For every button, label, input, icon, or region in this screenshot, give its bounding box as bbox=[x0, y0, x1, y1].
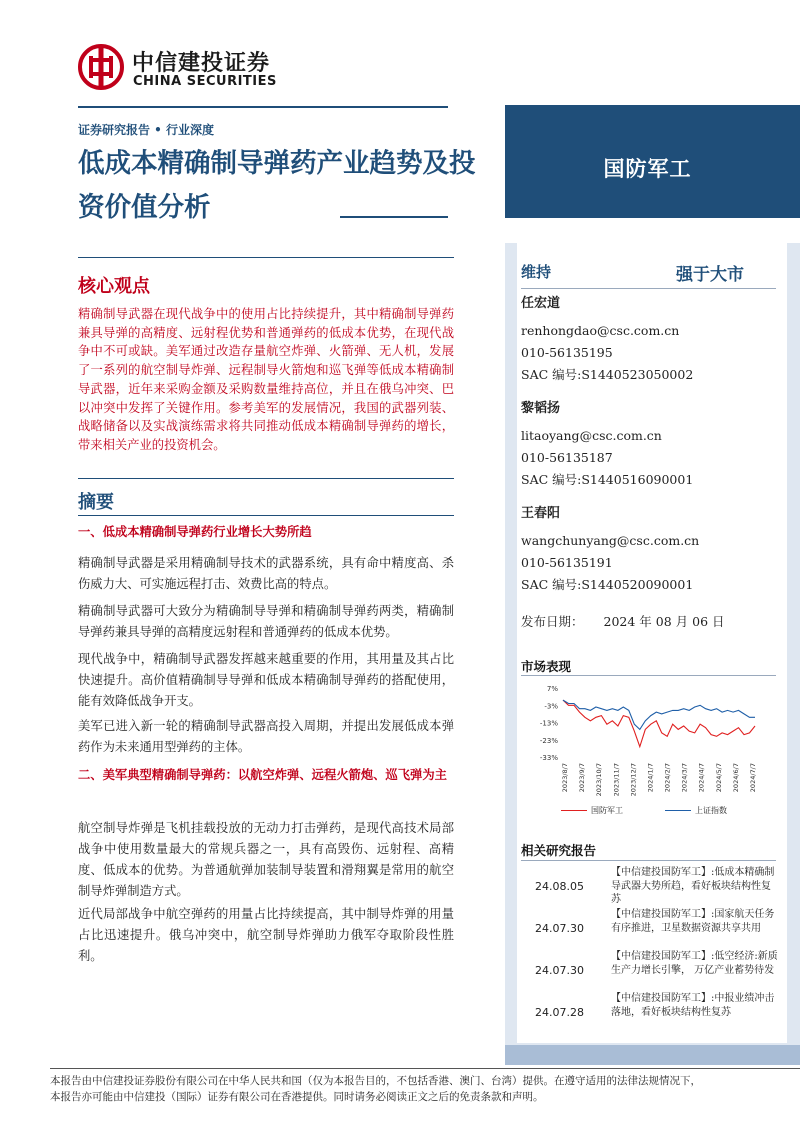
x-tick-label: 2023/10/7 bbox=[595, 763, 604, 797]
industry-label: 国防军工 bbox=[603, 157, 692, 181]
core-view-bottom-rule bbox=[78, 478, 454, 479]
core-view-title: 核心观点 bbox=[78, 276, 150, 297]
related-report-item[interactable] bbox=[521, 866, 781, 908]
x-tick-label: 2024/3/7 bbox=[680, 763, 689, 793]
analyst-card bbox=[521, 292, 781, 386]
chart-legend bbox=[561, 805, 771, 819]
summary-paragraph: 美军已进入新一轮的精确制导武器高投入周期，并提出发展低成本弹药作为未来通用型弹药的主体。 bbox=[78, 719, 454, 754]
disclaimer-line: 本报告由中信建投证券股份有限公司在中华人民共和国（仅为本报告目的，不包括香港、澳门、台湾）提供。在遵守适用的法律法规情况下， bbox=[50, 1075, 701, 1087]
y-tick-label: -3% bbox=[544, 702, 558, 711]
analyst-email[interactable]: renhongdao@csc.com.cn bbox=[521, 323, 680, 338]
analyst-email[interactable]: wangchunyang@csc.com.cn bbox=[521, 533, 700, 548]
related-report-desc: 【中信建投国防军工】:中报业绩冲击落地，看好板块结构性复苏 bbox=[611, 993, 775, 1018]
analyst-card bbox=[521, 502, 781, 596]
analyst-card bbox=[521, 397, 781, 491]
rating-label: 维持 bbox=[521, 263, 552, 281]
analyst-phone: 010-56135191 bbox=[521, 555, 613, 570]
related-report-item[interactable] bbox=[521, 950, 781, 992]
footer-rule bbox=[50, 1068, 800, 1069]
market-divider bbox=[521, 675, 776, 676]
summary-paragraph: 航空制导炸弹是飞机挂载投放的无动力打击弹药，是现代高技术局部战争中使用数量最大的常规兵器之一，具有高毁伤、远射程、高精度、低成本的优势。为普通航弹加装制导装置和滑翔翼是常用的航空制导炸弹制造方式。 bbox=[78, 821, 454, 898]
legend-item-index bbox=[665, 805, 727, 816]
core-view-body: 精确制导武器在现代战争中的使用占比持续提升，其中精确制导弹药兼具导弹的高精度、远射程优势和普通弹药的低成本优势，在现代战争中不可或缺。美军通过改造存量航空炸弹、火箭弹、无人机，发展了一系列的航空制导炸弹、远程制导火箭炮和巡飞弹等低成本精确制导武器，近年来采购金额及采购数量维持高位，并且在俄乌冲突、巴以冲突中发挥了关键作用。参考美军的发展情况，我国的武器列装、战略储备以及实战演练需求将共同推动低成本精确制导弹药的增长，带来相关产业的投资机会。 bbox=[78, 307, 454, 452]
series-line-index bbox=[563, 700, 755, 729]
title-underline bbox=[340, 216, 448, 218]
x-tick-label: 2024/7/7 bbox=[749, 763, 757, 793]
related-report-desc: 【中信建投国防军工】:国家航天任务有序推进，卫星数据资源共享共用 bbox=[611, 909, 775, 934]
summary-paragraph: 精确制导武器可大致分为精确制导导弹和精确制导弹药两类，精确制导弹药兼具导弹的高精度远射程和普通弹药的低成本优势。 bbox=[78, 604, 454, 639]
related-reports-title: 相关研究报告 bbox=[521, 843, 597, 858]
x-tick-label: 2024/6/7 bbox=[731, 763, 740, 793]
brand-name-en: CHINA SECURITIES bbox=[133, 74, 277, 89]
related-report-date: 24.07.30 bbox=[535, 922, 584, 935]
summary-paragraph: 精确制导武器是采用精确制导技术的武器系统，具有命中精度高、杀伤威力大、可实施远程打击、效费比高的特点。 bbox=[78, 556, 454, 591]
legend-item-industry bbox=[561, 805, 623, 816]
y-tick-label: -23% bbox=[539, 736, 558, 745]
analyst-name: 王春阳 bbox=[521, 506, 561, 521]
related-report-date: 24.08.05 bbox=[535, 880, 584, 893]
publish-date bbox=[521, 612, 725, 630]
legend-label-index: 上证指数 bbox=[695, 806, 727, 815]
x-tick-label: 2024/1/7 bbox=[646, 763, 655, 793]
y-tick-label: 7% bbox=[546, 685, 558, 693]
analyst-sac: SAC 编号:S1440520090001 bbox=[521, 577, 694, 592]
x-tick-label: 2023/8/7 bbox=[561, 763, 569, 793]
industry-banner bbox=[505, 105, 800, 218]
legend-swatch-industry bbox=[561, 810, 587, 812]
report-type: 证券研究报告 • 行业深度 bbox=[78, 123, 215, 137]
y-tick-label: -33% bbox=[539, 754, 558, 762]
summary-rule bbox=[78, 515, 454, 516]
x-tick-label: 2023/11/7 bbox=[612, 763, 621, 797]
market-performance-title: 市场表现 bbox=[521, 659, 572, 674]
related-report-item[interactable] bbox=[521, 908, 781, 950]
related-report-date: 24.07.30 bbox=[535, 964, 584, 977]
disclaimer-line: 本报告亦可能由中信建投（国际）证券有限公司在香港提供。同时请务必阅读正文之后的免责条款和声明。 bbox=[50, 1091, 544, 1103]
related-report-date: 24.07.28 bbox=[535, 1006, 584, 1019]
header-rule bbox=[78, 106, 448, 108]
summary-paragraph: 现代战争中，精确制导武器发挥越来越重要的作用，其用量及其占比快速提升。高价值精确制导导弹和低成本精确制导弹药的搭配使用，能有效降低战争开支。 bbox=[78, 652, 454, 708]
section-heading: 一、低成本精确制导弹药行业增长大势所趋 bbox=[78, 525, 312, 539]
analyst-email[interactable]: litaoyang@csc.com.cn bbox=[521, 428, 662, 443]
related-reports-list bbox=[521, 866, 781, 1034]
china-securities-logo-icon bbox=[78, 44, 124, 90]
disclaimer-footer bbox=[50, 1073, 800, 1105]
x-tick-label: 2024/5/7 bbox=[714, 763, 723, 793]
brand-name-cn: 中信建投证券 bbox=[132, 51, 271, 76]
rating-value: 强于大市 bbox=[676, 265, 744, 285]
report-title: 低成本精确制导弹药产业趋势及投资价值分析 bbox=[78, 148, 476, 223]
analyst-phone: 010-56135187 bbox=[521, 450, 613, 465]
publish-date-label: 发布日期： bbox=[521, 614, 584, 629]
market-performance-chart bbox=[525, 680, 775, 820]
related-report-item[interactable] bbox=[521, 992, 781, 1034]
related-report-desc: 【中信建投国防军工】:低空经济:新质生产力增长引擎， 万亿产业蓄势待发 bbox=[611, 951, 778, 976]
analyst-sac: SAC 编号:S1440516090001 bbox=[521, 472, 694, 487]
sidebar-bottom-bar bbox=[505, 1045, 800, 1065]
analyst-name: 黎韬扬 bbox=[521, 401, 561, 416]
section-heading: 二、美军典型精确制导弹药：以航空炸弹、远程火箭炮、巡飞弹为主 bbox=[78, 768, 447, 782]
related-divider bbox=[521, 860, 776, 861]
legend-swatch-index bbox=[665, 810, 691, 812]
analyst-sac: SAC 编号:S1440523050002 bbox=[521, 367, 694, 382]
x-tick-label: 2023/9/7 bbox=[578, 763, 587, 793]
rating-divider bbox=[521, 288, 776, 289]
x-tick-label: 2023/12/7 bbox=[629, 763, 638, 797]
core-view-top-rule bbox=[78, 257, 454, 258]
x-tick-label: 2024/2/7 bbox=[663, 763, 672, 793]
y-tick-label: -13% bbox=[539, 719, 558, 728]
x-tick-label: 2024/4/7 bbox=[697, 763, 706, 793]
brand-logo bbox=[78, 44, 298, 96]
summary-title: 摘要 bbox=[78, 492, 114, 513]
legend-label-industry: 国防军工 bbox=[591, 806, 623, 815]
analyst-name: 任宏道 bbox=[521, 296, 561, 311]
publish-date-value: 2024 年 08 月 06 日 bbox=[603, 614, 725, 629]
related-report-desc: 【中信建投国防军工】:低成本精确制导武器大势所趋，看好板块结构性复苏 bbox=[611, 867, 775, 905]
series-line-industry bbox=[563, 700, 755, 747]
analyst-phone: 010-56135195 bbox=[521, 345, 613, 360]
summary-paragraph: 近代局部战争中航空弹药的用量占比持续提高，其中制导炸弹的用量占比迅速提升。俄乌冲突中，航空制导炸弹助力俄军夺取阶段性胜利。 bbox=[78, 907, 454, 963]
